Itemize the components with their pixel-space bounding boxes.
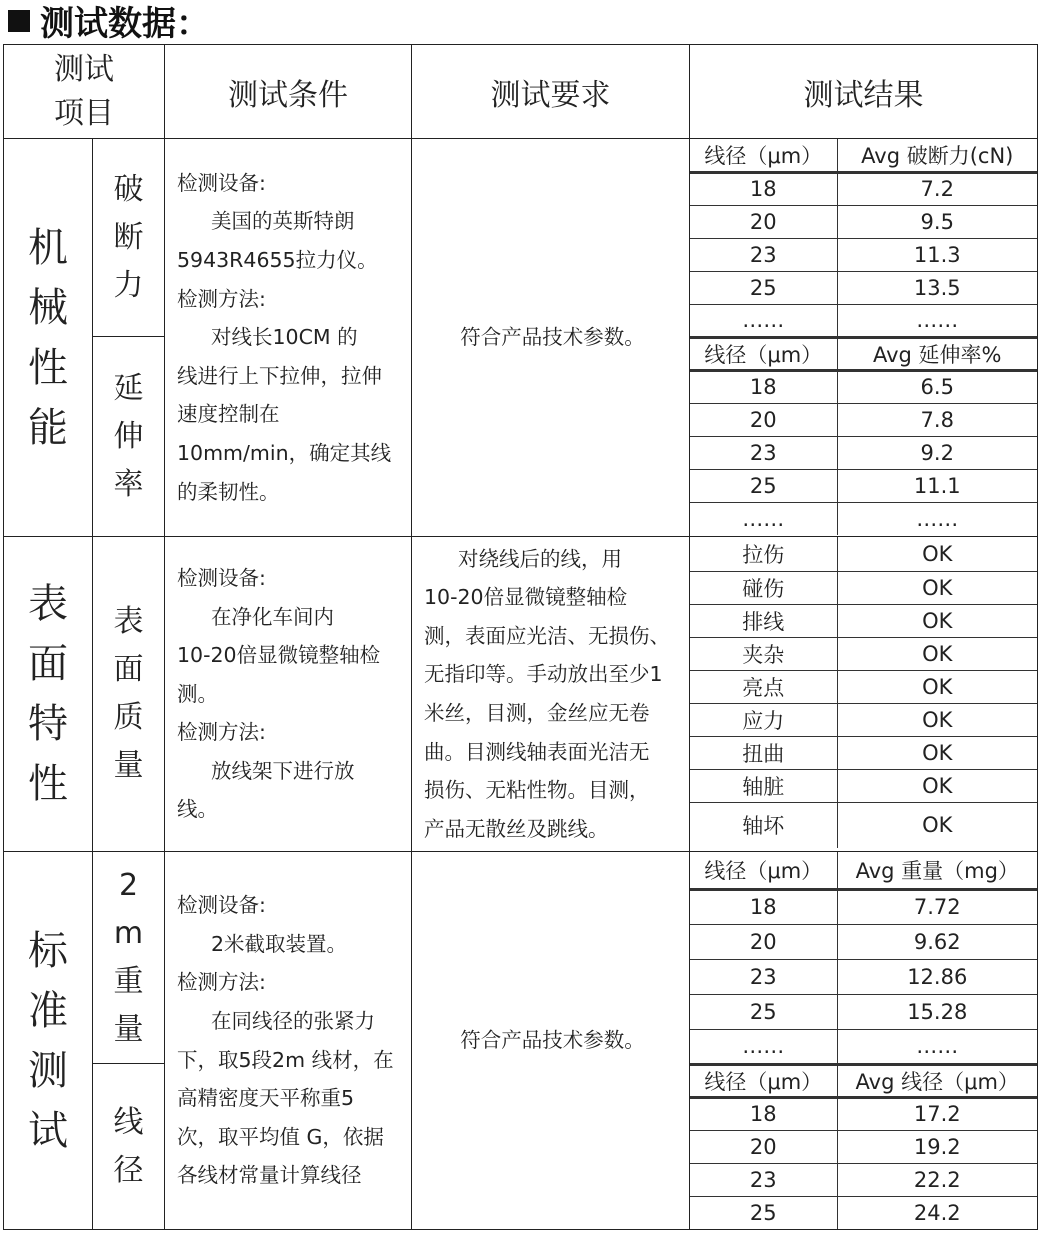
cond-equip-line: 测。: [177, 681, 218, 706]
sub-elongation-text: 延伸率: [113, 370, 144, 502]
cond-method-line: 次，取平均值 G，依据: [177, 1124, 384, 1149]
table-row: [690, 802, 1037, 848]
value-cell: 9.5: [837, 205, 1037, 238]
cond-equip-label: 检测设备:: [177, 893, 266, 918]
standard-results-table: [690, 852, 1037, 1229]
value-cell: 7.8: [837, 403, 1037, 436]
surface-results: [690, 537, 1038, 852]
value-cell: ……: [837, 502, 1037, 535]
header-conditions: 测试条件: [165, 45, 412, 139]
cond-equip-label: 检测设备:: [177, 565, 266, 590]
defect-cell: 夹杂: [690, 637, 837, 670]
square-bullet-icon: [8, 10, 30, 32]
diameter-cell: 18: [690, 370, 837, 403]
result-cell: OK: [837, 537, 1037, 571]
test-data-table: [3, 44, 1038, 1230]
cond-method-line: 各线材常量计算线径: [177, 1163, 362, 1188]
standard-conditions: [165, 852, 412, 1230]
surface-row: [4, 537, 1038, 852]
sub-diameter: [93, 1064, 165, 1230]
results-header-diameter: 线径（μm）: [690, 1064, 837, 1097]
results-header-diameter: 线径（μm）: [690, 139, 837, 172]
value-cell: 7.2: [837, 172, 1037, 205]
surface-results-table: [690, 537, 1037, 848]
result-cell: OK: [837, 736, 1037, 769]
category-standard: [4, 852, 93, 1230]
table-row: [690, 238, 1037, 271]
value-cell: ……: [837, 304, 1037, 337]
mechanical-row-1: [4, 139, 1038, 337]
standard-requirement: 符合产品技术参数。: [412, 852, 690, 1230]
page-heading: [8, 0, 210, 44]
mechanical-requirement: 符合产品技术参数。: [412, 139, 690, 537]
req-line: 测，表面应光洁、无损伤、: [424, 623, 670, 648]
cond-method-label: 检测方法:: [177, 286, 266, 311]
results-header-value: Avg 线径（μm）: [837, 1064, 1037, 1097]
cond-equip-line: 在净化车间内: [211, 604, 334, 629]
table-row: [690, 1163, 1037, 1196]
cond-equip-line: 10-20倍显微镜整轴检: [177, 643, 381, 668]
diameter-cell: 25: [690, 1196, 837, 1229]
table-row: [690, 637, 1037, 670]
elong-header-row: [690, 337, 1037, 370]
table-row: [690, 502, 1037, 535]
mechanical-results-table: [690, 139, 1037, 535]
result-cell: OK: [837, 769, 1037, 802]
table-row: [690, 924, 1037, 959]
table-row: [690, 1196, 1037, 1229]
cond-method-label: 检测方法:: [177, 970, 266, 995]
table-row: [690, 537, 1037, 571]
category-mechanical: [4, 139, 93, 537]
table-row: [690, 1130, 1037, 1163]
value-cell: 6.5: [837, 370, 1037, 403]
cond-method-line: 在同线径的张紧力: [211, 1008, 375, 1033]
defect-cell: 排线: [690, 604, 837, 637]
value-cell: 13.5: [837, 271, 1037, 304]
standard-row-1: [4, 852, 1038, 1064]
header-requirements: 测试要求: [412, 45, 690, 139]
results-header-diameter: 线径（μm）: [690, 337, 837, 370]
diameter-cell: 18: [690, 172, 837, 205]
diameter-cell: 20: [690, 205, 837, 238]
table-row: [690, 994, 1037, 1029]
value-cell: 15.28: [837, 994, 1037, 1029]
cond-equip-line: 美国的英斯特朗: [211, 209, 355, 234]
break-header-row: [690, 139, 1037, 172]
diam-header-row: [690, 1064, 1037, 1097]
cond-method-line: 放线架下进行放: [211, 758, 355, 783]
value-cell: 11.1: [837, 469, 1037, 502]
diameter-cell: 18: [690, 889, 837, 924]
value-cell: 7.72: [837, 889, 1037, 924]
cond-method-label: 检测方法:: [177, 720, 266, 745]
table-row: [690, 1029, 1037, 1064]
mechanical-conditions: [165, 139, 412, 537]
table-row: [690, 604, 1037, 637]
defect-cell: 轴坏: [690, 802, 837, 848]
sub-break-force-text: 破断力: [113, 171, 144, 303]
diameter-cell: ……: [690, 502, 837, 535]
cond-method-line: 对线长10CM 的: [211, 325, 358, 350]
result-cell: OK: [837, 670, 1037, 703]
table-row: [690, 205, 1037, 238]
diameter-cell: 25: [690, 469, 837, 502]
results-header-value: Avg 延伸率%: [837, 337, 1037, 370]
defect-cell: 亮点: [690, 670, 837, 703]
diameter-cell: ……: [690, 1029, 837, 1064]
diameter-cell: 25: [690, 271, 837, 304]
diameter-cell: 18: [690, 1097, 837, 1130]
value-cell: 17.2: [837, 1097, 1037, 1130]
table-row: [690, 370, 1037, 403]
value-cell: 9.62: [837, 924, 1037, 959]
req-line: 损伤、无粘性物。目测，: [424, 778, 650, 803]
diameter-cell: ……: [690, 304, 837, 337]
value-cell: 9.2: [837, 436, 1037, 469]
defect-cell: 应力: [690, 703, 837, 736]
table-row: [690, 959, 1037, 994]
defect-cell: 扭曲: [690, 736, 837, 769]
result-cell: OK: [837, 637, 1037, 670]
category-standard-text: 标准测试: [28, 927, 68, 1154]
table-row: [690, 403, 1037, 436]
results-header-value: Avg 破断力(cN): [837, 139, 1037, 172]
surface-requirement: [412, 537, 690, 852]
cond-method-line: 10mm/min，确定其线: [177, 440, 392, 465]
defect-cell: 轴脏: [690, 769, 837, 802]
result-cell: OK: [837, 802, 1037, 848]
value-cell: ……: [837, 1029, 1037, 1064]
header-row: [4, 45, 1038, 139]
category-surface-text: 表面特性: [28, 581, 68, 807]
cond-method-line: 下，取5段2m 线材，在: [177, 1047, 394, 1072]
cond-equip-line: 2米截取装置。: [211, 931, 348, 956]
header-item: 测试 项目: [4, 45, 165, 139]
table-row: [690, 271, 1037, 304]
sub-elongation: [93, 337, 165, 537]
diameter-cell: 20: [690, 1130, 837, 1163]
heading-text: 测试数据：: [40, 3, 210, 44]
diameter-cell: 23: [690, 238, 837, 271]
sub-break-force: [93, 139, 165, 337]
cond-equip-line: 5943R4655拉力仪。: [177, 248, 378, 273]
results-header-diameter: 线径（μm）: [690, 852, 837, 889]
defect-cell: 碰伤: [690, 571, 837, 604]
result-cell: OK: [837, 571, 1037, 604]
req-line: 对绕线后的线，用: [458, 546, 622, 571]
table-row: [690, 1097, 1037, 1130]
table-row: [690, 571, 1037, 604]
sub-2m-weight-text: 2m重量: [113, 867, 144, 1047]
weight-header-row: [690, 852, 1037, 889]
table-row: [690, 436, 1037, 469]
diameter-cell: 23: [690, 436, 837, 469]
table-row: [690, 469, 1037, 502]
standard-results: [690, 852, 1038, 1230]
mechanical-results: [690, 139, 1038, 537]
diameter-cell: 23: [690, 959, 837, 994]
results-header-value: Avg 重量（mg）: [837, 852, 1037, 889]
header-results: 测试结果: [690, 45, 1038, 139]
table-row: [690, 889, 1037, 924]
value-cell: 22.2: [837, 1163, 1037, 1196]
value-cell: 24.2: [837, 1196, 1037, 1229]
surface-conditions: [165, 537, 412, 852]
table-row: [690, 736, 1037, 769]
cond-method-line: 高精密度天平称重5: [177, 1086, 355, 1111]
diameter-cell: 25: [690, 994, 837, 1029]
table-row: [690, 172, 1037, 205]
table-row: [690, 670, 1037, 703]
cond-equip-label: 检测设备:: [177, 170, 266, 195]
defect-cell: 拉伤: [690, 537, 837, 571]
table-row: [690, 769, 1037, 802]
diameter-cell: 20: [690, 924, 837, 959]
sub-surface-quality: [93, 537, 165, 852]
value-cell: 12.86: [837, 959, 1037, 994]
value-cell: 19.2: [837, 1130, 1037, 1163]
req-line: 产品无散丝及跳线。: [424, 816, 609, 841]
cond-method-line: 速度控制在: [177, 402, 280, 427]
category-mechanical-text: 机械性能: [28, 224, 68, 451]
cond-method-line: 线进行上下拉伸，拉伸: [177, 363, 382, 388]
cond-method-line: 线。: [177, 797, 218, 822]
cond-method-line: 的柔韧性。: [177, 479, 280, 504]
diameter-cell: 23: [690, 1163, 837, 1196]
table-row: [690, 703, 1037, 736]
category-surface: [4, 537, 93, 852]
req-line: 曲。目测线轴表面光洁无: [424, 739, 650, 764]
table-row: [690, 304, 1037, 337]
value-cell: 11.3: [837, 238, 1037, 271]
sub-2m-weight: [93, 852, 165, 1064]
req-line: 米丝，目测，金丝应无卷: [424, 701, 650, 725]
diameter-cell: 20: [690, 403, 837, 436]
req-line: 无指印等。手动放出至少1: [424, 662, 663, 687]
sub-diameter-text: 线径: [113, 1104, 144, 1188]
result-cell: OK: [837, 703, 1037, 736]
result-cell: OK: [837, 604, 1037, 637]
sub-surface-quality-text: 表面质量: [113, 604, 144, 783]
req-line: 10-20倍显微镜整轴检: [424, 585, 628, 610]
